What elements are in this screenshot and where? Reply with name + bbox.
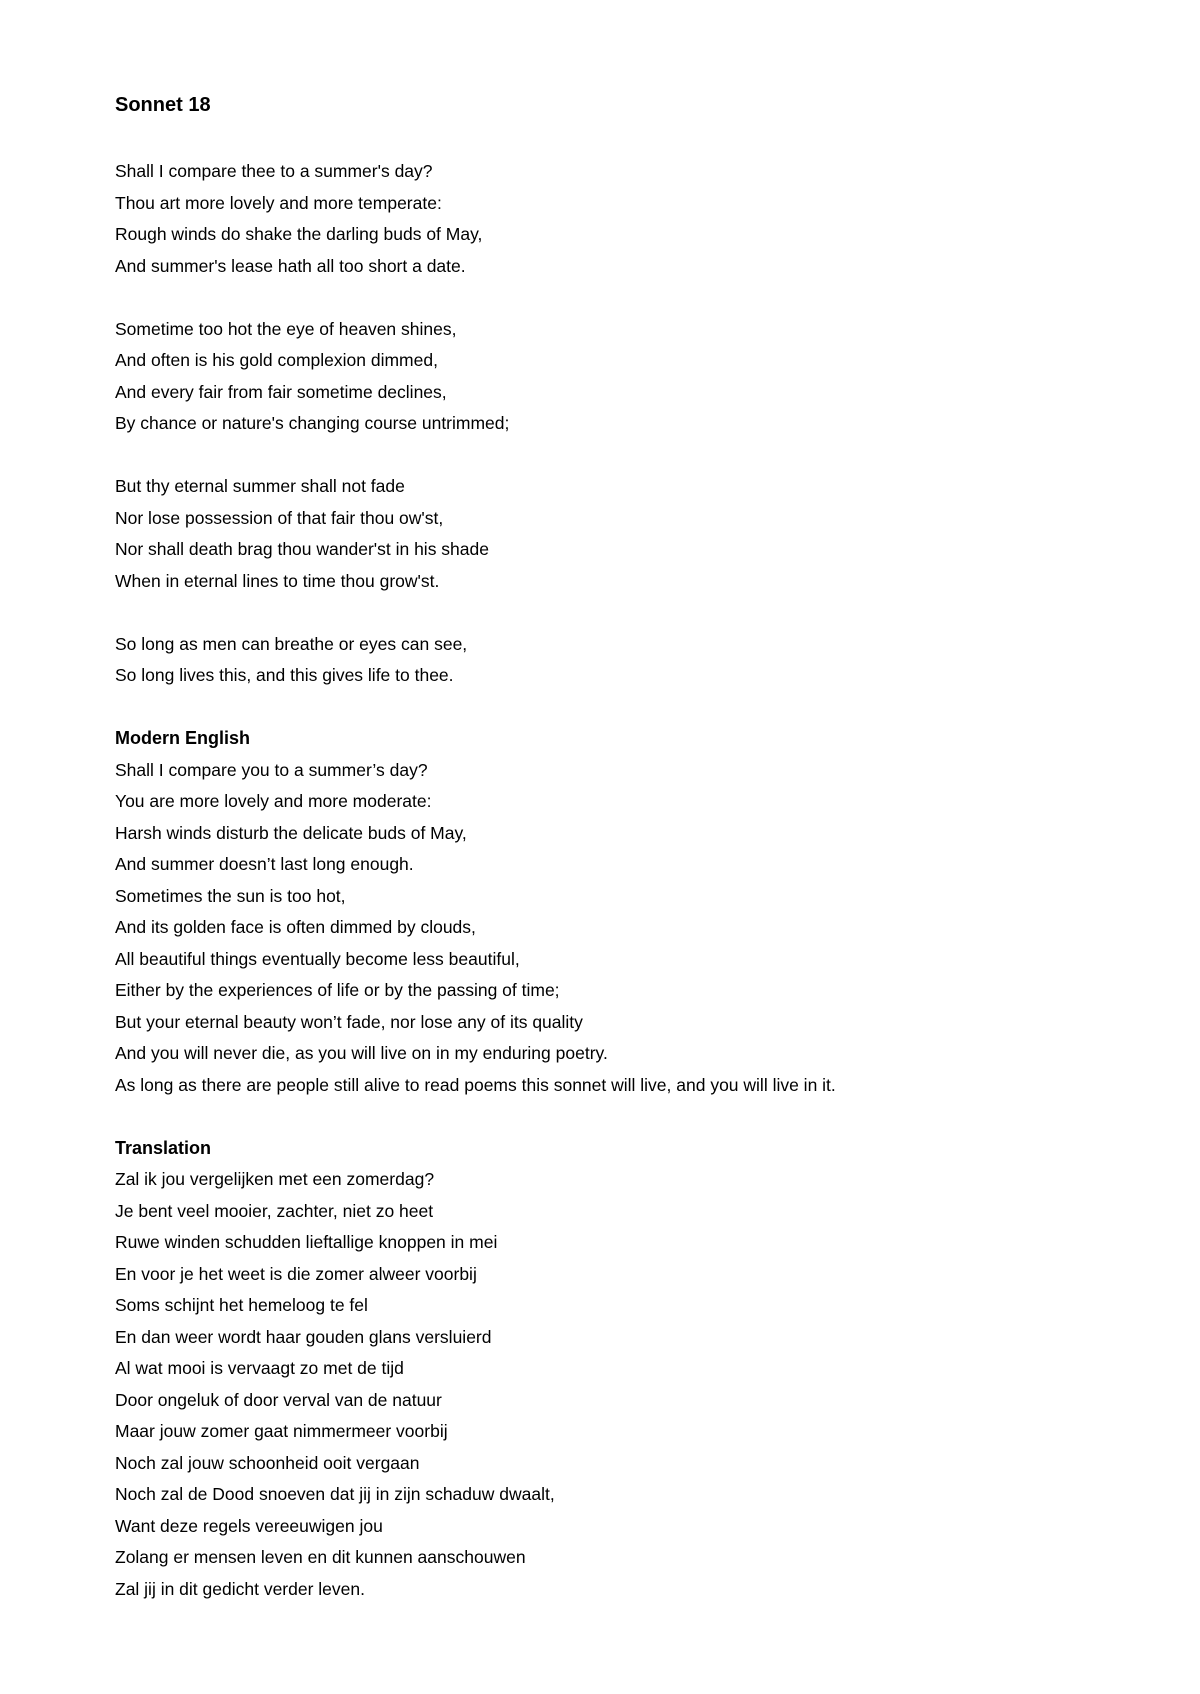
modern-english-heading: Modern English — [115, 728, 250, 748]
page-title: Sonnet 18 — [115, 94, 211, 116]
modern-line: Shall I compare you to a summer’s day? — [115, 759, 428, 780]
translation-section — [115, 1133, 1200, 1606]
modern-line: All beautiful things eventually become less beautiful, — [115, 948, 520, 969]
translation-line: Zal jij in dit gedicht verder leven. — [115, 1578, 365, 1599]
stanza-4 — [115, 629, 1200, 692]
translation-line: Je bent veel mooier, zachter, niet zo heet — [115, 1200, 434, 1221]
translation-line: Zal ik jou vergelijken met een zomerdag? — [115, 1169, 435, 1189]
stanza-1 — [115, 156, 1200, 282]
translation-heading: Translation — [115, 1137, 212, 1158]
modern-line: You are more lovely and more moderate: — [115, 791, 432, 811]
poem-line: By chance or nature's changing course untrimmed; — [115, 413, 510, 433]
modern-english-section — [115, 723, 1200, 1101]
poem-line: Thou art more lovely and more temperate: — [115, 192, 442, 213]
poem-line: Nor shall death brag thou wander'st in his shade — [115, 539, 489, 559]
translation-line: En dan weer wordt haar gouden glans versluierd — [115, 1326, 492, 1347]
stanza-3 — [115, 471, 1200, 597]
poem-line: So long as men can breathe or eyes can see, — [115, 633, 468, 654]
translation-line: Ruwe winden schudden lieftallige knoppen in mei — [115, 1232, 498, 1252]
translation-line: Al wat mooi is vervaagt zo met de tijd — [115, 1358, 404, 1378]
translation-line: Maar jouw zomer gaat nimmermeer voorbij — [115, 1421, 448, 1441]
poem-line: And often is his gold complexion dimmed, — [115, 350, 438, 370]
modern-line: Harsh winds disturb the delicate buds of May, — [115, 822, 467, 843]
translation-line: Noch zal de Dood snoeven dat jij in zijn schaduw dwaalt, — [115, 1484, 555, 1504]
poem-line: And every fair from fair sometime declines, — [115, 381, 447, 402]
poem-line: Shall I compare thee to a summer's day? — [115, 161, 433, 181]
translation-line: Soms schijnt het hemeloog te fel — [115, 1295, 368, 1315]
modern-line: Sometimes the sun is too hot, — [115, 885, 346, 906]
translation-line: Noch zal jouw schoonheid ooit vergaan — [115, 1452, 420, 1473]
poem-line: When in eternal lines to time thou grow'st. — [115, 570, 440, 591]
poem-line: Rough winds do shake the darling buds of May, — [115, 224, 483, 244]
modern-line: And summer doesn’t last long enough. — [115, 854, 414, 874]
modern-line: Either by the experiences of life or by the passing of time; — [115, 980, 560, 1000]
poem-line: Nor lose possession of that fair thou ow'st, — [115, 507, 444, 528]
modern-line: But your eternal beauty won’t fade, nor lose any of its quality — [115, 1011, 583, 1032]
modern-line: As long as there are people still alive to read poems this sonnet will live, and you will live in it. — [115, 1074, 836, 1095]
translation-line: Door ongeluk of door verval van de natuur — [115, 1389, 442, 1410]
translation-line: En voor je het weet is die zomer alweer voorbij — [115, 1263, 477, 1284]
poem-line: Sometime too hot the eye of heaven shines, — [115, 318, 457, 339]
poem-line: But thy eternal summer shall not fade — [115, 476, 405, 496]
modern-line: And you will never die, as you will live on in my enduring poetry. — [115, 1043, 608, 1063]
translation-line: Want deze regels vereeuwigen jou — [115, 1515, 383, 1536]
translation-line: Zolang er mensen leven en dit kunnen aanschouwen — [115, 1547, 526, 1567]
poem-line: So long lives this, and this gives life to thee. — [115, 665, 454, 685]
stanza-2 — [115, 314, 1200, 440]
modern-line: And its golden face is often dimmed by clouds, — [115, 917, 476, 937]
poem-line: And summer's lease hath all too short a date. — [115, 255, 466, 276]
